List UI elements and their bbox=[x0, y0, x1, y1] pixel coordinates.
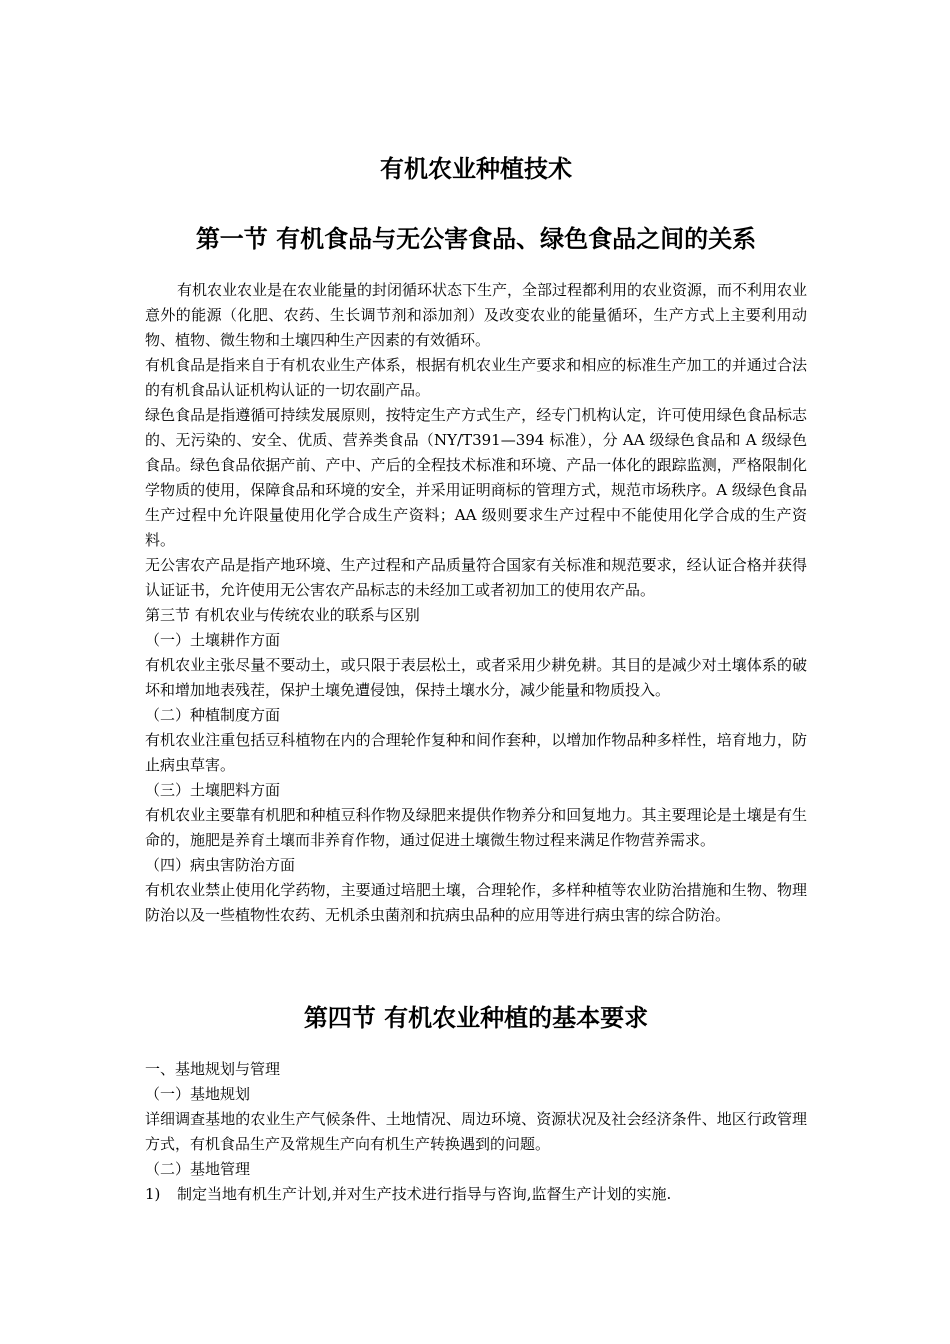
paragraph-pollution-free: 无公害农产品是指产地环境、生产过程和产品质量符合国家有关标准和规范要求，经认证合格并获得认证证书，允许使用无公害农产品标志的未经加工或者初加工的使用农产品。 bbox=[145, 556, 807, 599]
section4-sub1-heading: （一）基地规划 bbox=[145, 1085, 251, 1103]
section3-sub3-heading: （三）土壤肥料方面 bbox=[145, 781, 281, 799]
paragraph-green-food: 绿色食品是指遵循可持续发展原则，按特定生产方式生产，经专门机构认定，许可使用绿色食品标志的、无污染的、安全、优质、营养类食品（NY/T391—394 标准），分 AA 级绿色食品和 A 级绿色食品。绿色食品依据产前、产中、产后的全程技术标准和环境、产品一体化的跟踪监测，严格限制化学物质的使用，保障食品和环境的安全，并采用证明商标的管理方式，规范市场秩序。A 级绿色食品生产过程中允许限量使用化学合成生产资料；AA 级则要求生产过程中不能使用化学合成的生产资料。 bbox=[145, 406, 807, 549]
section3-sub2-text: 有机农业注重包括豆科植物在内的合理轮作复种和间作套种，以增加作物品种多样性，培育地力，防止病虫草害。 bbox=[145, 731, 807, 774]
section3-sub3-text: 有机农业主要靠有机肥和种植豆科作物及绿肥来提供作物养分和回复地力。其主要理论是土壤是有生命的，施肥是养育土壤而非养育作物，通过促进土壤微生物过程来满足作物营养需求。 bbox=[145, 806, 807, 849]
list-item bbox=[145, 1182, 807, 1207]
section3-sub1-text: 有机农业主张尽量不要动土，或只限于表层松土，或者采用少耕免耕。其目的是减少对土壤体系的破坏和增加地表残茬，保护土壤免遭侵蚀，保持土壤水分，减少能量和物质投入。 bbox=[145, 656, 807, 699]
section1-heading: 第一节 有机食品与无公害食品、绿色食品之间的关系 bbox=[195, 225, 757, 253]
section4-sub2-heading: （二）基地管理 bbox=[145, 1160, 251, 1178]
section4-body bbox=[145, 1057, 807, 1207]
section1-body bbox=[145, 278, 807, 928]
section3-sub4-text: 有机农业禁止使用化学药物，主要通过培肥土壤，合理轮作，多样种植等农业防治措施和生物、物理防治以及一些植物性农药、无机杀虫菌剂和抗病虫品种的应用等进行病虫害的综合防治。 bbox=[145, 881, 807, 924]
paragraph-organic-food: 有机食品是指来自于有机农业生产体系，根据有机农业生产要求和相应的标准生产加工的并通过合法的有机食品认证机构认证的一切农副产品。 bbox=[145, 356, 807, 399]
document-title: 有机农业种植技术 bbox=[380, 155, 572, 183]
section3-heading: 第三节 有机农业与传统农业的联系与区别 bbox=[145, 606, 420, 624]
section3-sub4-heading: （四）病虫害防治方面 bbox=[145, 856, 296, 874]
section3-sub1-heading: （一）土壤耕作方面 bbox=[145, 631, 281, 649]
section4-sub1-text: 详细调查基地的农业生产气候条件、土地情况、周边环境、资源状况及社会经济条件、地区行政管理方式，有机食品生产及常规生产向有机生产转换遇到的问题。 bbox=[145, 1110, 807, 1153]
list-item-number: 1) bbox=[145, 1185, 161, 1203]
list-item-text: 制定当地有机生产计划,并对生产技术进行指导与咨询,监督生产计划的实施. bbox=[177, 1185, 672, 1203]
paragraph-organic-agriculture: 有机农业农业是在农业能量的封闭循环状态下生产，全部过程都利用的农业资源，而不利用农业意外的能源（化肥、农药、生长调节剂和添加剂）及改变农业的能量循环，生产方式上主要利用动物、植物、微生物和土壤四种生产因素的有效循环。 bbox=[145, 281, 808, 349]
section3-sub2-heading: （二）种植制度方面 bbox=[145, 706, 281, 724]
section4-part1-heading: 一、基地规划与管理 bbox=[145, 1060, 281, 1078]
section4-heading: 第四节 有机农业种植的基本要求 bbox=[303, 1004, 649, 1032]
